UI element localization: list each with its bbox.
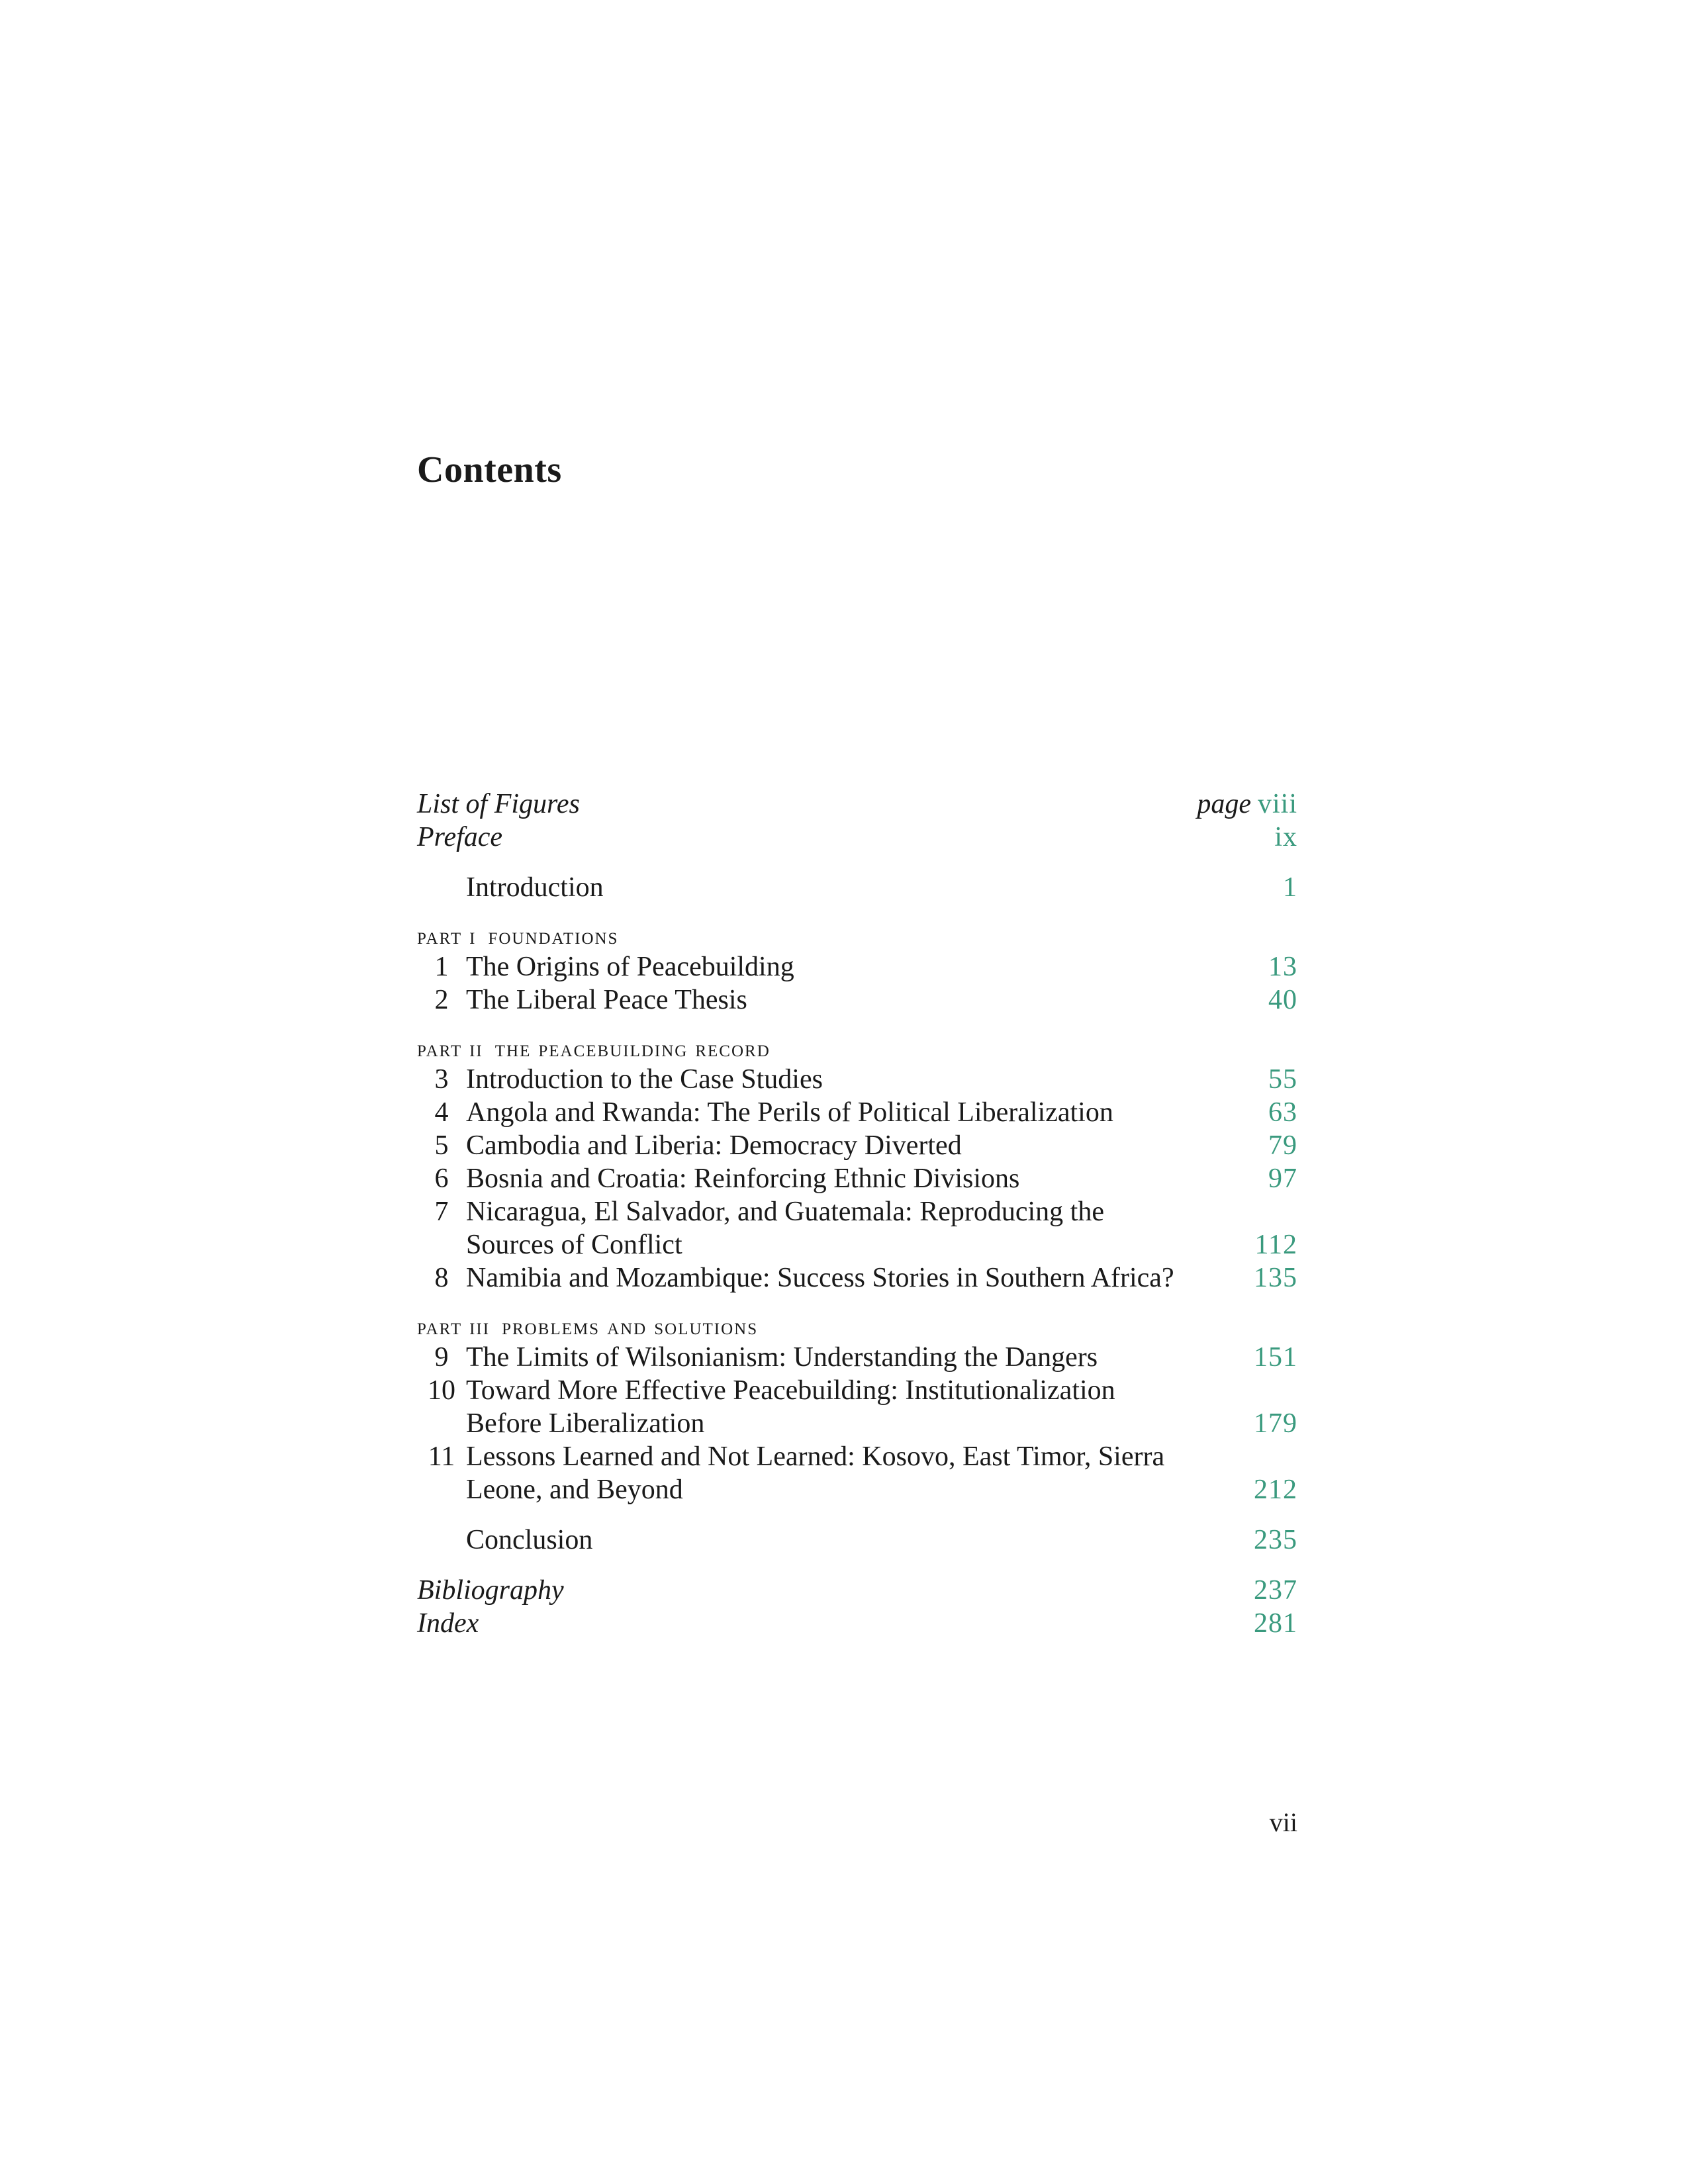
page-word-label: page [1197, 789, 1251, 819]
toc-entry-introduction[interactable] [417, 871, 1297, 904]
chapter-title-line-2: Leone, and Beyond [466, 1475, 683, 1505]
chapter-number: 11 [428, 1441, 455, 1472]
toc-entry-chapter-10[interactable] [417, 1374, 1297, 1440]
chapter-title-line-1: Lessons Learned and Not Learned: Kosovo, East Timor, Sierra [466, 1441, 1165, 1472]
spacer [417, 904, 1297, 921]
toc-entry-chapter-1[interactable] [417, 950, 1297, 983]
toc-entry-list-of-figures[interactable] [417, 788, 1297, 821]
entry-title: Preface [417, 822, 503, 852]
toc-entry-chapter-4[interactable] [417, 1096, 1297, 1129]
entry-page-number: 135 [1254, 1263, 1297, 1293]
toc-entry-chapter-3[interactable] [417, 1063, 1297, 1096]
entry-title: Bibliography [417, 1575, 564, 1606]
entry-title: Introduction [466, 872, 604, 903]
entry-page-number: 112 [1254, 1230, 1297, 1260]
spacer [417, 1295, 1297, 1312]
page-folio: vii [1269, 1807, 1297, 1837]
chapter-title-line-2: Sources of Conflict [466, 1230, 682, 1260]
chapter-title: Bosnia and Croatia: Reinforcing Ethnic Divisions [466, 1163, 1020, 1194]
part-label: part i [417, 923, 477, 949]
entry-page-number: 212 [1254, 1475, 1297, 1505]
page-title: Contents [417, 449, 562, 490]
entry-page-number: 79 [1268, 1130, 1297, 1161]
part-heading-3 [417, 1312, 1297, 1341]
entry-page-number: 13 [1268, 952, 1297, 982]
toc-entry-chapter-9[interactable] [417, 1341, 1297, 1374]
toc-entry-conclusion[interactable] [417, 1524, 1297, 1557]
toc-entry-chapter-5[interactable] [417, 1129, 1297, 1162]
chapter-title: Namibia and Mozambique: Success Stories in Southern Africa? [466, 1263, 1174, 1293]
entry-page-number: 97 [1268, 1163, 1297, 1194]
entry-page-number [1197, 788, 1297, 821]
toc-entry-index[interactable] [417, 1607, 1297, 1640]
chapter-number: 4 [434, 1097, 449, 1128]
table-of-contents [417, 788, 1297, 1640]
chapter-title: Cambodia and Liberia: Democracy Diverted [466, 1130, 962, 1161]
chapter-title: Introduction to the Case Studies [466, 1064, 823, 1095]
toc-entry-chapter-2[interactable] [417, 983, 1297, 1017]
spacer [417, 1017, 1297, 1034]
entry-title: List of Figures [417, 789, 580, 819]
chapter-number: 3 [434, 1064, 449, 1095]
part-heading-2 [417, 1034, 1297, 1063]
toc-entry-chapter-7[interactable] [417, 1195, 1297, 1261]
chapter-number: 2 [434, 985, 449, 1015]
chapter-title [466, 1440, 1254, 1506]
chapter-title: Angola and Rwanda: The Perils of Political Liberalization [466, 1097, 1113, 1128]
chapter-number: 9 [434, 1342, 449, 1373]
toc-entry-preface[interactable] [417, 821, 1297, 854]
entry-page-number: 151 [1254, 1342, 1297, 1373]
chapter-title [466, 1195, 1255, 1261]
part-label: part iii [417, 1313, 491, 1340]
spacer [417, 854, 1297, 871]
chapter-title: The Liberal Peace Thesis [466, 985, 747, 1015]
chapter-number: 10 [428, 1375, 455, 1406]
part-name: foundations [488, 923, 619, 949]
entry-title: Index [417, 1608, 479, 1639]
entry-page-number: 235 [1254, 1525, 1297, 1555]
page-number-value: viii [1257, 789, 1297, 819]
chapter-title [466, 1374, 1254, 1440]
entry-page-number: 237 [1254, 1575, 1297, 1606]
toc-entry-chapter-8[interactable] [417, 1261, 1297, 1295]
part-name: the peacebuilding record [494, 1035, 771, 1062]
spacer [417, 1506, 1297, 1524]
chapter-number: 7 [434, 1197, 449, 1227]
chapter-title: The Origins of Peacebuilding [466, 952, 794, 982]
entry-page-number: 40 [1268, 985, 1297, 1015]
toc-entry-chapter-11[interactable] [417, 1440, 1297, 1506]
part-name: problems and solutions [502, 1313, 759, 1340]
chapter-title-line-2: Before Liberalization [466, 1408, 705, 1439]
chapter-number: 1 [434, 952, 449, 982]
chapter-number: 6 [434, 1163, 449, 1194]
chapter-title-line-1: Nicaragua, El Salvador, and Guatemala: Reproducing the [466, 1197, 1104, 1227]
entry-page-number: 55 [1268, 1064, 1297, 1095]
entry-page-number: 63 [1268, 1097, 1297, 1128]
part-label: part ii [417, 1035, 483, 1062]
entry-page-number: 1 [1283, 872, 1297, 903]
entry-title: Conclusion [466, 1525, 593, 1555]
chapter-title-line-1: Toward More Effective Peacebuilding: Institutionalization [466, 1375, 1115, 1406]
entry-page-number: ix [1274, 822, 1297, 852]
toc-entry-chapter-6[interactable] [417, 1162, 1297, 1195]
toc-entry-bibliography[interactable] [417, 1574, 1297, 1607]
entry-page-number: 179 [1254, 1408, 1297, 1439]
entry-page-number: 281 [1254, 1608, 1297, 1639]
spacer [417, 1557, 1297, 1574]
chapter-number: 5 [434, 1130, 449, 1161]
chapter-title: The Limits of Wilsonianism: Understanding the Dangers [466, 1342, 1098, 1373]
chapter-number: 8 [434, 1263, 449, 1293]
part-heading-1 [417, 921, 1297, 950]
